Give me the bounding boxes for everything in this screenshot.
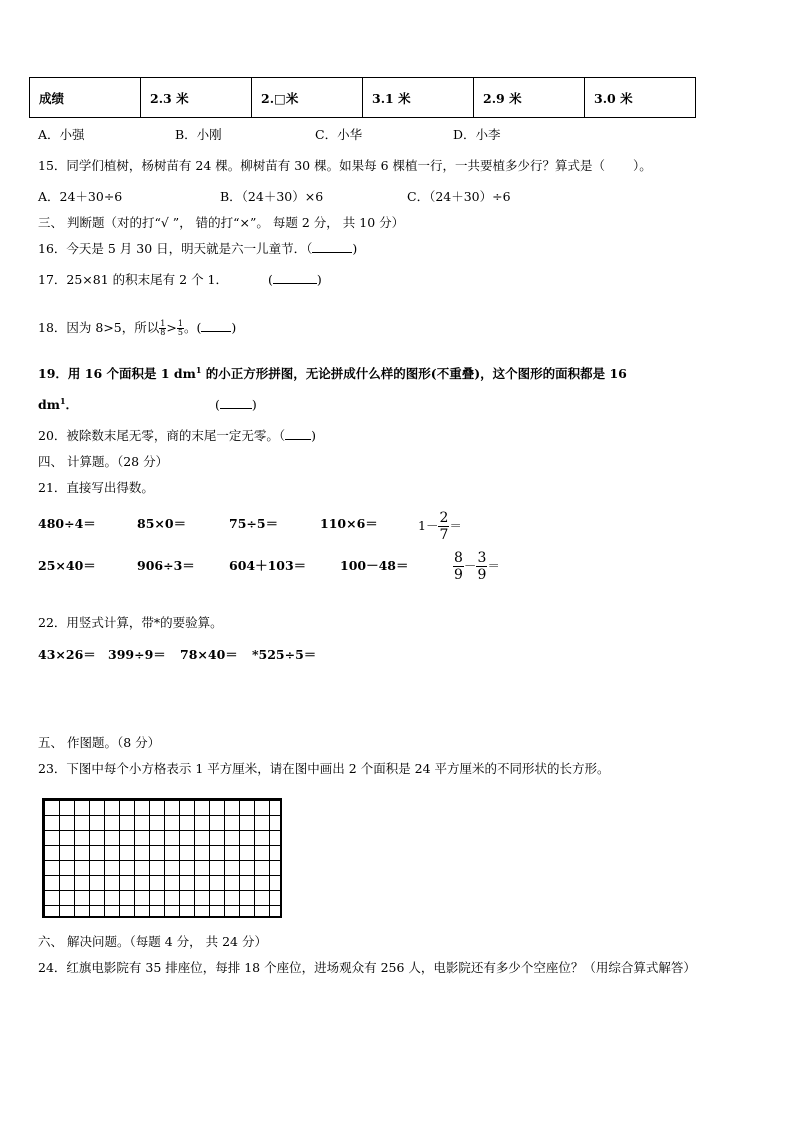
close-paren: ) — [231, 320, 237, 335]
denominator: 7 — [439, 527, 449, 543]
table-cell: 3.1 米 — [363, 78, 474, 118]
question-17-text: 17．25×81 的积末尾有 2 个 1． — [38, 272, 228, 287]
denominator: 9 — [477, 567, 487, 583]
numerator: 1 — [160, 319, 166, 328]
question-19-line-2 — [38, 397, 78, 413]
calc-item: 480÷4＝ — [38, 516, 96, 531]
q15-option-a: A．24＋30÷6 — [38, 189, 123, 204]
calc-item: *525÷5＝ — [252, 647, 317, 662]
section-6-heading: 六、 解决问题。（每题 4 分， 共 24 分） — [38, 934, 267, 949]
close-paren: ) — [251, 397, 257, 412]
close-paren: ) — [316, 272, 322, 287]
question-19-end: ． — [65, 397, 79, 412]
question-22-title: 22．用竖式计算，带*的要验算。 — [38, 615, 223, 630]
fraction — [438, 510, 449, 543]
question-16 — [38, 241, 357, 257]
question-16-text: 16．今天是 5 月 30 日，明天就是六一儿童节．（ — [38, 241, 313, 256]
drawing-grid[interactable] — [42, 798, 282, 918]
answer-blank[interactable] — [312, 252, 352, 253]
superscript: 1 — [59, 395, 66, 406]
numerator: 8 — [454, 550, 463, 566]
q14-option-d: D．小李 — [453, 127, 501, 142]
calc-item: 85×0＝ — [137, 516, 187, 531]
minus-sign: － — [463, 558, 477, 573]
section-3-heading: 三、 判断题（对的打“√ ”， 错的打“×”。 每题 2 分， 共 10 分） — [38, 215, 405, 230]
q14-option-a: A．小强 — [38, 127, 85, 142]
denominator: 9 — [454, 567, 463, 583]
q15-option-c: C．（24＋30）÷6 — [407, 189, 511, 204]
table-cell: 成绩 — [30, 78, 141, 118]
question-15-close: ）。 — [633, 158, 652, 173]
calc-item: 75÷5＝ — [229, 516, 279, 531]
question-19-unit: dm — [38, 397, 60, 412]
question-19-text-b: 的小正方形拼图，无论拼成什么样的图形(不重叠)，这个图形的面积都是 16 — [201, 366, 627, 381]
close-paren: ) — [352, 241, 358, 256]
question-18-suffix: 。( — [183, 320, 202, 335]
question-24: 24．红旗电影院有 35 排座位，每排 18 个座位，进场观众有 256 人，电影院还有多少个空座位？（用综合算式解答） — [38, 960, 696, 975]
table-cell: 2.3 米 — [141, 78, 252, 118]
section-5-heading: 五、 作图题。（8 分） — [38, 735, 161, 750]
question-18-prefix: 18．因为 8>5，所以 — [38, 320, 160, 335]
question-15-text: 15．同学们植树，杨树苗有 24 棵。柳树苗有 30 棵。如果每 6 棵植一行，一共要植多少行？算式是（ — [38, 158, 606, 173]
calc-item: 110×6＝ — [320, 516, 378, 531]
question-20-text: 20．被除数末尾无零，商的末尾一定无零。（ — [38, 428, 286, 443]
table-cell: 3.0 米 — [585, 78, 696, 118]
denominator: 5 — [177, 328, 183, 337]
denominator: 8 — [160, 328, 166, 337]
score-table — [29, 77, 696, 118]
table-cell: 2.□米 — [252, 78, 363, 118]
numerator: 1 — [177, 319, 183, 328]
fraction — [476, 550, 487, 583]
calc-item: 906÷3＝ — [137, 558, 195, 573]
question-21-title: 21．直接写出得数。 — [38, 480, 154, 495]
fraction-prefix: 1－ — [418, 518, 439, 533]
q14-option-c: C．小华 — [315, 127, 363, 142]
fraction — [177, 320, 184, 337]
table-row — [30, 78, 696, 118]
question-19-text-a: 19．用 16 个面积是 1 dm — [38, 366, 196, 381]
q14-option-b: B．小刚 — [175, 127, 222, 142]
equals-sign: ＝ — [449, 518, 462, 533]
table-cell: 2.9 米 — [474, 78, 585, 118]
calc-item: 25×40＝ — [38, 558, 96, 573]
calc-item: 100－48＝ — [340, 558, 409, 573]
answer-blank[interactable] — [273, 283, 317, 284]
question-19-line-1 — [38, 366, 627, 382]
calc-item: 43×26＝ — [38, 647, 96, 662]
question-17: 17．25×81 的积末尾有 2 个 1． ( ) — [38, 272, 322, 287]
calc-item-fraction — [418, 510, 462, 543]
calc-item: 399÷9＝ — [108, 647, 166, 662]
close-paren: ) — [311, 428, 317, 443]
q15-option-b: B．（24＋30）×6 — [220, 189, 324, 204]
question-18 — [38, 318, 236, 338]
equals-sign: ＝ — [487, 558, 500, 573]
calc-item: 78×40＝ — [180, 647, 238, 662]
question-23: 23．下图中每个小方格表示 1 平方厘米，请在图中画出 2 个面积是 24 平方厘米的不同形状的长方形。 — [38, 761, 610, 776]
numerator: 2 — [439, 510, 449, 526]
question-15 — [38, 158, 652, 174]
section-4-heading: 四、 计算题。（28 分） — [38, 454, 169, 469]
greater-than: > — [166, 320, 177, 335]
answer-blank[interactable] — [285, 439, 311, 440]
calc-item-fraction — [453, 548, 500, 584]
question-20 — [38, 428, 316, 444]
answer-blank[interactable] — [201, 331, 231, 332]
numerator: 3 — [477, 550, 487, 566]
calc-item: 604＋103＝ — [229, 558, 307, 573]
answer-blank[interactable] — [220, 408, 252, 409]
fraction — [453, 550, 464, 583]
superscript: 1 — [195, 364, 202, 375]
question-19-answer: ( ) — [215, 397, 257, 412]
